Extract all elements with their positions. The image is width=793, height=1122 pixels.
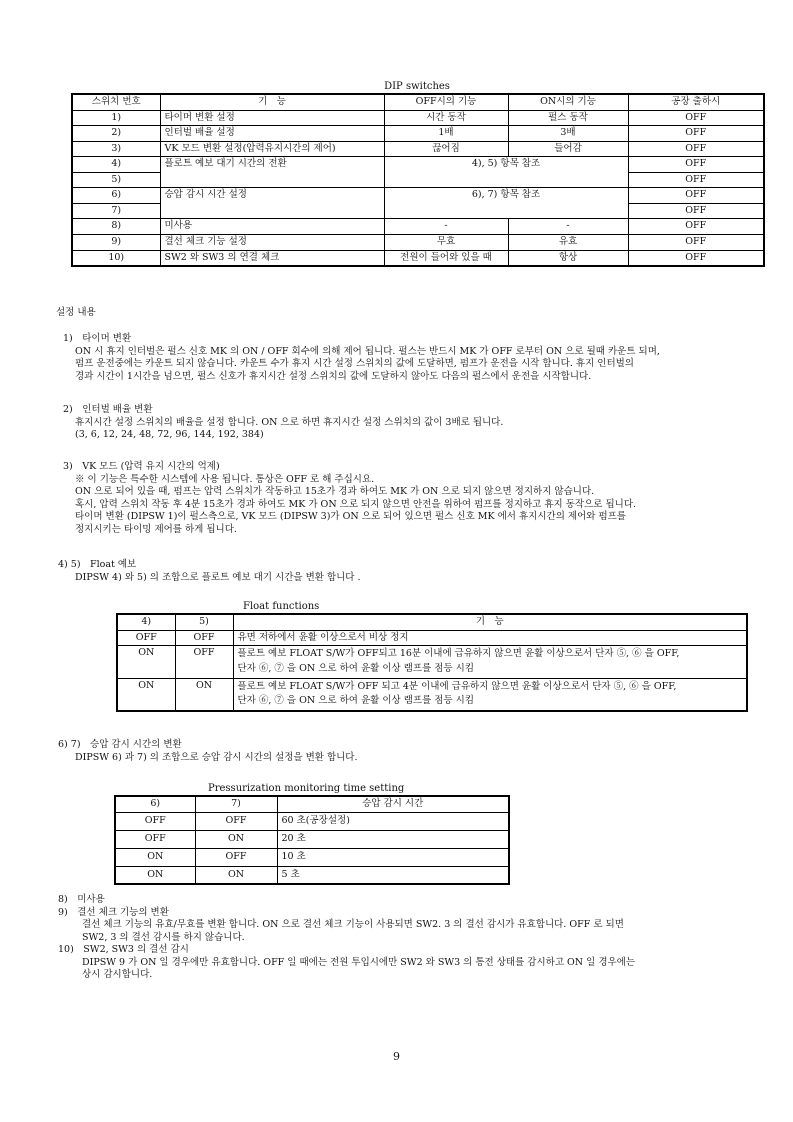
monitor-time-cell: 60 초(공장설정) [277, 812, 509, 830]
factory-default-cell: OFF [628, 110, 764, 126]
section-timer-switch [0, 333, 793, 383]
on-function-cell: 유효 [508, 234, 628, 250]
function-line: 플로트 예보 FLOAT S/W가 OFF되고 16분 이내에 급유하지 않으면 윤활 이상으로서 단자 ⑤, ⑥ 을 OFF, [237, 648, 680, 660]
switch-6-cell: OFF [115, 830, 195, 848]
table-row [72, 234, 764, 250]
switch-5-cell: ON [175, 678, 233, 711]
header-cell: 6) [115, 796, 195, 812]
section-vk-mode [0, 461, 793, 536]
table-row [72, 110, 764, 126]
header-cell: 승압 감시 시간 [277, 796, 509, 812]
header-cell: 공장 출하시 [628, 94, 764, 110]
switch-number: 6) [72, 188, 160, 204]
header-cell: 스위치 번호 [72, 94, 160, 110]
off-function-cell: 무효 [384, 234, 508, 250]
dip-table-caption: DIP switches [384, 81, 450, 92]
function-line: 단자 ⑥, ⑦ 을 ON 으로 하여 윤활 이상 램프를 점등 시킴 [237, 695, 475, 707]
table-row [117, 630, 747, 646]
switch-5-cell: OFF [175, 630, 233, 646]
table-header-row [72, 94, 764, 110]
paragraph-line: 휴지시간 설정 스위치의 배율을 설정 합니다. ON 으로 하면 휴지시간 설정 스위치의 값이 3배로 됩니다. [75, 416, 504, 428]
switch-5-cell: OFF [175, 646, 233, 678]
factory-default-cell: OFF [628, 203, 764, 219]
page-number: 9 [393, 1050, 400, 1063]
function-cell: 결선 체크 기능 설정 [160, 234, 384, 250]
table-row [115, 812, 509, 830]
switch-number: 3) [72, 141, 160, 157]
paragraph-line: 경과 시간이 1시간을 넘으면, 펄스 신호가 휴지시간 설정 스위치의 값에 도달하지 않아도 다음의 펄스에서 운전을 시작합니다. [75, 370, 592, 382]
paragraph-line: DIPSW 4) 와 5) 의 조합으로 플로트 예보 대기 시간을 변환 합니다 . [75, 571, 361, 583]
function-cell: 유면 저하에서 윤활 이상으로서 비상 정지 [233, 630, 747, 646]
function-line: 단자 ⑥, ⑦ 을 ON 으로 하여 윤활 이상 램프를 점등 시킴 [237, 662, 475, 674]
table-row [72, 157, 764, 173]
settings-heading: 설정 내용 [56, 307, 96, 318]
paragraph-line: 정지시키는 타이밍 제어를 하게 됩니다. [75, 523, 237, 535]
factory-default-cell: OFF [628, 157, 764, 173]
function-cell: 인터벌 배율 설정 [160, 126, 384, 142]
header-cell: 기 능 [233, 614, 747, 630]
factory-default-cell: OFF [628, 250, 764, 266]
header-cell: OFF시의 기능 [384, 94, 508, 110]
table-row [72, 141, 764, 157]
factory-default-cell: OFF [628, 172, 764, 188]
function-cell: 승압 감시 시간 설정 [160, 188, 384, 219]
paragraph-line: ※ 이 기능은 특수한 시스템에 사용 됩니다. 통상은 OFF 로 해 주십시요. [75, 473, 375, 485]
on-function-cell: - [508, 219, 628, 235]
monitor-time-cell: 10 초 [277, 848, 509, 866]
float-functions-table [116, 613, 748, 712]
section-title: 1) 타이머 변환 [63, 333, 132, 344]
section-title: 9) 결선 체크 기능의 변환 [58, 906, 169, 918]
section-title: 8) 미사용 [58, 894, 105, 905]
paragraph-line: 결선 체크 기능의 유효/무효를 변환 합니다. ON 으로 결선 체크 기능이 사용되면 SW2. 3 의 결선 감시가 유효합니다. OFF 로 되면 [82, 919, 624, 931]
section-title: 10) SW2, SW3 의 결선 감시 [58, 944, 189, 956]
function-cell: SW2 와 SW3 의 연결 체크 [160, 250, 384, 266]
table-row [115, 848, 509, 866]
on-function-cell: 3배 [508, 126, 628, 142]
switch-number: 8) [72, 219, 160, 235]
paragraph-line: (3, 6, 12, 24, 48, 72, 96, 144, 192, 384) [75, 429, 264, 441]
off-function-cell: 시간 동작 [384, 110, 508, 126]
switch-6-cell: ON [115, 848, 195, 866]
header-cell: 7) [195, 796, 277, 812]
paragraph-line: 혹시, 압력 스위치 작동 후 4분 15초가 경과 하여도 MK 가 ON 으로 되지 않으면 안전을 위하여 펌프를 정지하고 휴지 동작으로 됩니다. [75, 498, 637, 510]
section-title: 4) 5) Float 예보 [58, 559, 137, 570]
function-cell [233, 678, 747, 711]
factory-default-cell: OFF [628, 126, 764, 142]
paragraph-line: ON 으로 되어 있을 때, 펌프는 압력 스위치가 작동하고 15초가 경과 하여도 MK 가 ON 으로 되지 않으면 정지하지 않습니다. [75, 486, 595, 498]
function-cell: VK 모드 변환 설정(압력유지시간의 제어) [160, 141, 384, 157]
switch-6-cell: OFF [115, 812, 195, 830]
pressurization-table [114, 795, 510, 885]
paragraph-line: ON 시 휴지 인터벌은 펄스 신호 MK 의 ON / OFF 회수에 의해 제어 됩니다. 펄스는 반드시 MK 가 OFF 로부터 ON 으로 될때 카운트 되며, [75, 345, 660, 357]
section-pressurization [0, 739, 793, 764]
header-cell: 4) [117, 614, 175, 630]
factory-default-cell: OFF [628, 234, 764, 250]
switch-number: 10) [72, 250, 160, 266]
paragraph-line: 펌프 운전중에는 카운트 되지 않습니다. 카운트 수가 휴지 시간 설정 스위치의 값에 도달하면, 펌프가 운전을 시작 합니다. 휴지 인터벌의 [75, 358, 634, 370]
section-interval-multiplier [0, 404, 793, 442]
switch-7-cell: OFF [195, 848, 277, 866]
monitor-time-cell: 5 초 [277, 866, 509, 884]
switch-number: 9) [72, 234, 160, 250]
on-function-cell: 항상 [508, 250, 628, 266]
switch-number: 5) [72, 172, 160, 188]
on-function-cell: 펄스 동작 [508, 110, 628, 126]
reference-cell: 6), 7) 항목 참조 [384, 188, 628, 219]
dip-switch-table [71, 93, 765, 267]
reference-cell: 4), 5) 항목 참조 [384, 157, 628, 188]
section-title: 2) 인터벌 배율 변환 [63, 404, 153, 415]
switch-6-cell: ON [115, 866, 195, 884]
switch-4-cell: ON [117, 678, 175, 711]
off-function-cell: 1배 [384, 126, 508, 142]
table-row [117, 678, 747, 711]
header-cell: 5) [175, 614, 233, 630]
switch-number: 4) [72, 157, 160, 173]
switch-4-cell: ON [117, 646, 175, 678]
off-function-cell: 전원이 들어와 있을 때 [384, 250, 508, 266]
monitor-time-cell: 20 초 [277, 830, 509, 848]
function-cell: 플로트 예보 대기 시간의 전환 [160, 157, 384, 188]
switch-4-cell: OFF [117, 630, 175, 646]
function-cell [233, 646, 747, 678]
factory-default-cell: OFF [628, 188, 764, 204]
switch-7-cell: OFF [195, 812, 277, 830]
table-header-row [117, 614, 747, 630]
switch-number: 2) [72, 126, 160, 142]
table-row [72, 126, 764, 142]
table-row [72, 219, 764, 235]
factory-default-cell: OFF [628, 219, 764, 235]
switch-number: 1) [72, 110, 160, 126]
switch-7-cell: ON [195, 866, 277, 884]
function-line: 플로트 예보 FLOAT S/W가 OFF 되고 4분 이내에 급유하지 않으면 윤활 이상으로서 단자 ⑤, ⑥ 을 OFF, [237, 680, 677, 692]
float-functions-section [116, 600, 746, 712]
pressurization-section [114, 782, 508, 885]
header-cell: ON시의 기능 [508, 94, 628, 110]
table-row [72, 188, 764, 204]
paragraph-line: 상시 감시합니다. [82, 969, 153, 981]
float-table-caption: Float functions [243, 601, 320, 612]
off-function-cell: - [384, 219, 508, 235]
function-cell: 타이머 변환 설정 [160, 110, 384, 126]
table-row [72, 250, 764, 266]
table-row [115, 866, 509, 884]
paragraph-line: DIPSW 9 가 ON 일 경우에만 유효합니다. OFF 일 때에는 전원 투입시에만 SW2 와 SW3 의 통전 상태를 감시하고 ON 일 경우에는 [82, 956, 636, 968]
paragraph-line: 타이머 변환 (DIPSW 1)이 펄스측으로, VK 모드 (DIPSW 3)가 ON 으로 되어 있으면 펄스 신호 MK 에서 휴지시간의 제어와 펌프를 [75, 511, 626, 523]
pressurization-table-caption: Pressurization monitoring time setting [208, 783, 405, 794]
on-function-cell: 들어감 [508, 141, 628, 157]
switch-number: 7) [72, 203, 160, 219]
section-remaining [0, 894, 793, 982]
function-cell: 미사용 [160, 219, 384, 235]
table-header-row [115, 796, 509, 812]
table-row [117, 646, 747, 678]
factory-default-cell: OFF [628, 141, 764, 157]
paragraph-line: DIPSW 6) 과 7) 의 조합으로 승압 감시 시간의 설정을 변환 합니다. [75, 751, 358, 763]
table-row [115, 830, 509, 848]
header-cell: 기 능 [160, 94, 384, 110]
section-title: 6) 7) 승압 감시 시간의 변환 [58, 739, 182, 750]
section-title: 3) VK 모드 (압력 유지 시간의 억제) [63, 461, 220, 472]
switch-7-cell: ON [195, 830, 277, 848]
off-function-cell: 끊어짐 [384, 141, 508, 157]
dip-switch-section [71, 80, 763, 267]
paragraph-line: SW2, 3 의 결선 감시를 하지 않습니다. [82, 931, 245, 943]
section-float-warning [0, 559, 793, 584]
